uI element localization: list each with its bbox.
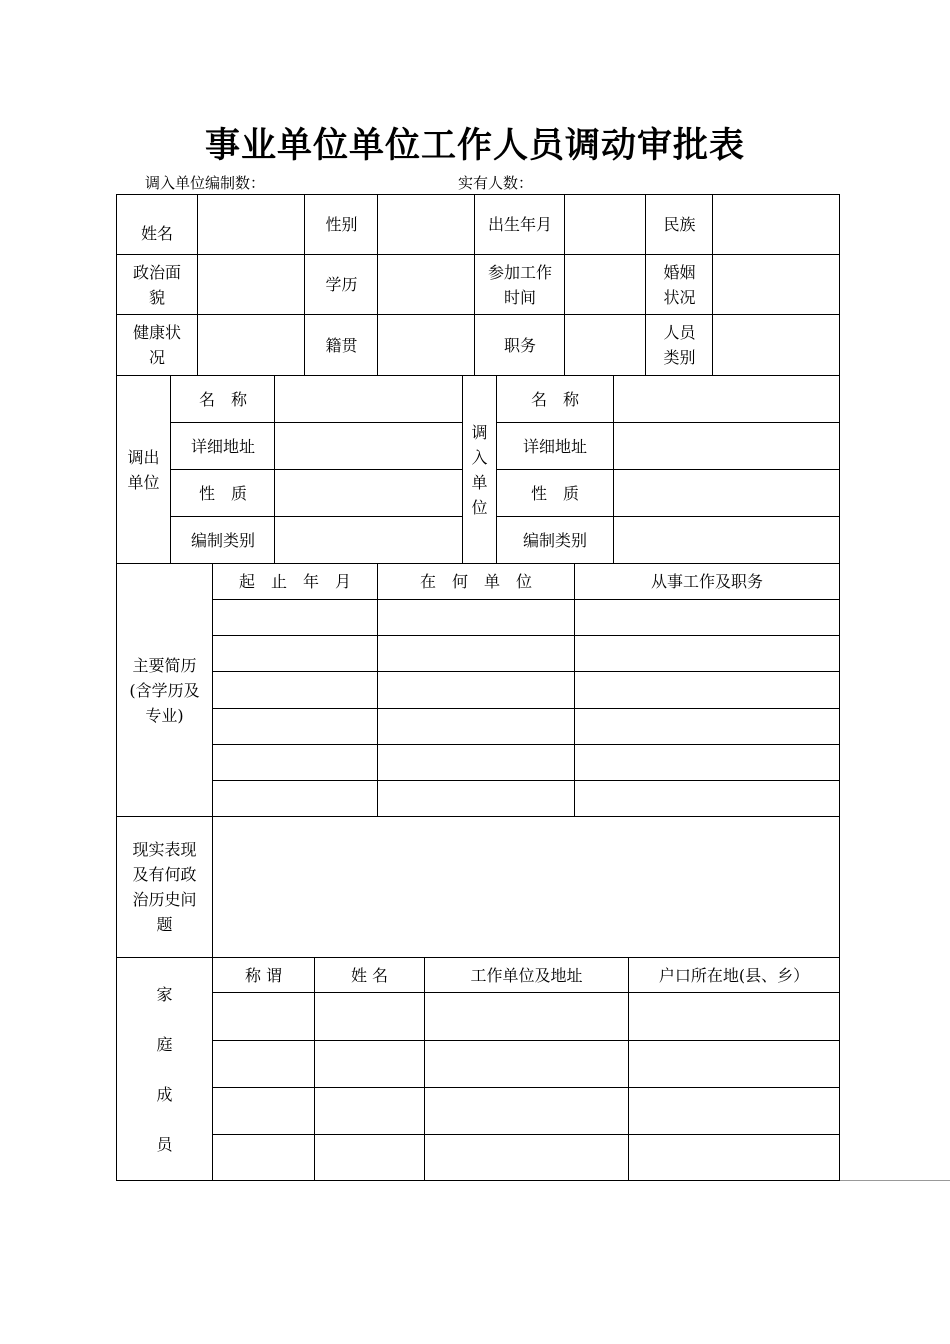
education-label: 学历 xyxy=(325,275,358,294)
resume-col-unit: 在 何 单 位 xyxy=(419,572,532,591)
political-status-label: 政治面 貌 xyxy=(132,262,181,307)
grid-line xyxy=(212,635,840,636)
in-unit-label: 调入单位 xyxy=(471,422,488,517)
grid-line xyxy=(613,422,840,423)
gender-label: 性别 xyxy=(325,215,358,234)
family-col-hukou: 户口所在地(县、乡） xyxy=(658,965,810,985)
table-right-border xyxy=(839,194,840,1181)
grid-line xyxy=(212,708,840,709)
grid-line xyxy=(613,469,840,470)
native-place-label: 籍贯 xyxy=(325,335,358,355)
column-divider xyxy=(197,194,198,376)
out-unit-label: 调出 单位 xyxy=(127,447,160,492)
out-unit-staffing-label: 编制类别 xyxy=(190,530,255,550)
in-unit-label-wrap xyxy=(463,376,496,563)
grid-line xyxy=(212,992,840,993)
out-unit-name-label: 名 称 xyxy=(198,389,247,409)
grid-line xyxy=(212,744,840,745)
personnel-category-label: 人员 类别 xyxy=(663,323,696,367)
grid-line xyxy=(212,563,213,958)
grid-line xyxy=(212,1040,840,1041)
ethnicity-label: 民族 xyxy=(663,215,696,234)
resume-col-period: 起 止 年 月 xyxy=(238,572,351,591)
grid-line xyxy=(377,563,378,817)
in-unit-staffing-label: 编制类别 xyxy=(522,530,587,550)
grid-line xyxy=(613,516,840,517)
family-col-work: 工作单位及地址 xyxy=(470,965,583,985)
marital-status-label: 婚姻 状况 xyxy=(663,262,696,307)
quota-label: 调入单位编制数： xyxy=(145,174,266,192)
form-title: 事业单位单位工作人员调动审批表 xyxy=(204,125,745,166)
grid-line xyxy=(212,780,840,781)
trailing-rule xyxy=(840,1180,950,1181)
grid-line xyxy=(574,563,575,817)
health-label: 健康状 况 xyxy=(132,323,181,367)
grid-line xyxy=(212,1134,840,1135)
resume-label: 主要简历 (含学历及 专业) xyxy=(129,655,200,725)
grid-line xyxy=(212,1087,840,1088)
resume-col-work: 从事工作及职务 xyxy=(650,572,763,591)
in-unit-name-label: 名 称 xyxy=(530,389,579,409)
birth-label: 出生年月 xyxy=(487,215,552,234)
in-unit-nature-label: 性 质 xyxy=(530,483,579,503)
family-members-label: 家庭成员 xyxy=(156,985,173,1154)
row-divider xyxy=(116,816,840,817)
performance-label: 现实表现 及有何政 治历史问 题 xyxy=(132,840,197,934)
work-start-label: 参加工作 时间 xyxy=(487,262,552,307)
grid-line xyxy=(212,599,840,600)
out-unit-address-label: 详细地址 xyxy=(190,436,255,456)
in-unit-address-label: 详细地址 xyxy=(522,436,587,456)
family-label-wrap xyxy=(117,970,212,1170)
position-label: 职务 xyxy=(503,335,536,355)
family-col-name: 姓 名 xyxy=(350,965,389,985)
table-bottom-border xyxy=(116,1180,840,1181)
grid-line xyxy=(212,671,840,672)
family-col-relation: 称 谓 xyxy=(244,965,283,985)
name-label: 姓名 xyxy=(140,224,173,243)
actual-count-label: 实有人数： xyxy=(458,174,534,192)
out-unit-nature-label: 性 质 xyxy=(198,483,247,503)
